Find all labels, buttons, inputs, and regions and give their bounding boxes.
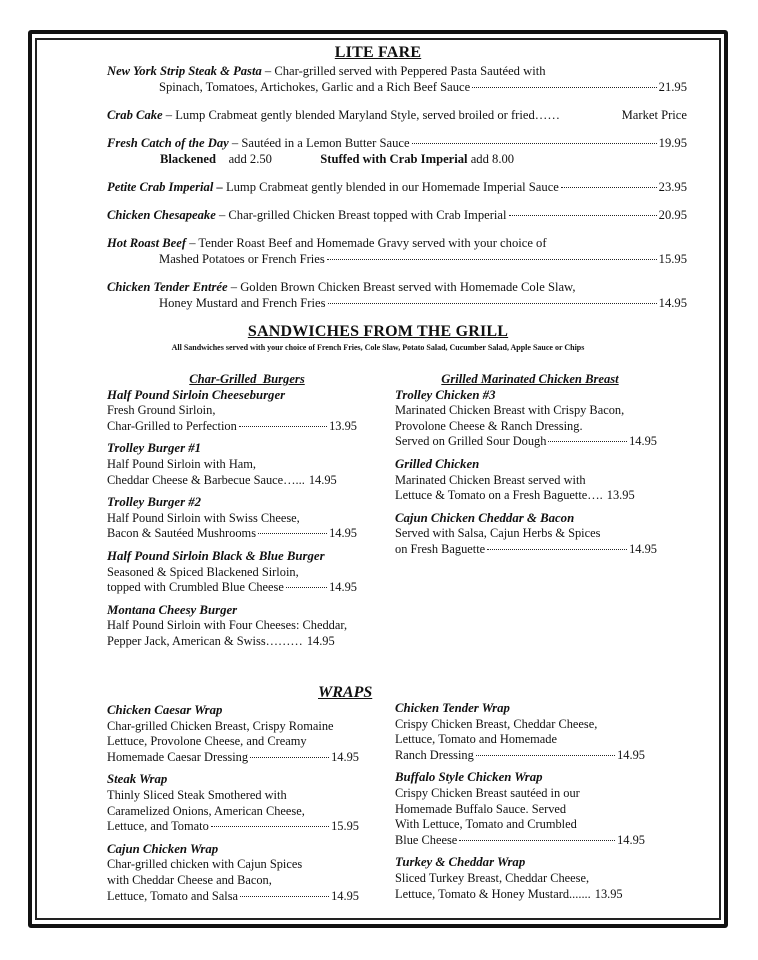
- lite-fare-item: [107, 63, 687, 95]
- item-desc-last: [107, 819, 359, 835]
- menu-item: [107, 495, 382, 542]
- wraps-right-column: [395, 701, 657, 909]
- item-desc-line: Served with Salsa, Cajun Herbs & Spices: [395, 526, 601, 541]
- item-desc-line: Cheddar Cheese & Barbecue Sauce…...: [107, 472, 305, 487]
- item-desc-line: Fresh Ground Sirloin,: [107, 403, 216, 418]
- item-price: 14.95: [329, 580, 357, 595]
- item-name: Buffalo Style Chicken Wrap: [395, 770, 543, 785]
- item-desc-line: Thinly Sliced Steak Smothered with: [107, 787, 287, 802]
- menu-item: [107, 772, 382, 834]
- item-desc-line: With Lettuce, Tomato and Crumbled: [395, 817, 577, 832]
- item-desc-line: Char-Grilled to Perfection: [107, 418, 237, 433]
- lite-fare-item: [107, 279, 687, 311]
- item-desc-last: [395, 833, 645, 849]
- item-desc-line: Lettuce, Tomato and Salsa: [107, 888, 239, 903]
- item-name: Trolley Chicken #3: [395, 387, 496, 402]
- menu-item: [107, 842, 382, 904]
- item-desc: – Char-grilled served with Peppered Pasta Sautéed with: [261, 64, 546, 78]
- item-desc-line: Half Pound Sirloin with Ham,: [107, 456, 257, 471]
- item-desc-line: Half Pound Sirloin with Four Cheeses: Cheddar,: [107, 618, 348, 633]
- sandwiches-title: SANDWICHES FROM THE GRILL: [247, 323, 509, 340]
- item-price: 13.95: [594, 886, 623, 901]
- item-desc-line: Lettuce, and Tomato: [107, 819, 209, 834]
- item-desc: – Sautéed in a Lemon Butter Sauce: [228, 136, 410, 150]
- item-desc-last: [107, 580, 357, 596]
- item-desc-line: Crispy Chicken Breast, Cheddar Cheese,: [395, 716, 598, 731]
- sandwiches-note: All Sandwiches served with your choice of French Fries, Cole Slaw, Potato Salad, Cucumber Salad, Apple Sauce or Chips: [171, 343, 585, 352]
- item-price: 13.95: [329, 418, 357, 433]
- item-desc-line: Sliced Turkey Breast, Cheddar Cheese,: [395, 870, 590, 885]
- lite-fare-item: [107, 179, 687, 195]
- burgers-column: [107, 372, 382, 657]
- item-price: Market Price: [621, 108, 687, 122]
- item-desc-line: Lettuce, Tomato and Homemade: [395, 732, 557, 747]
- item-desc-last: [107, 473, 382, 489]
- item-name: Chicken Tender Entrée: [107, 280, 228, 294]
- item-desc: Lump Crabmeat gently blended in our Homemade Imperial Sauce: [222, 180, 559, 194]
- item-price: 14.95: [306, 633, 335, 648]
- item-desc-last: [107, 419, 357, 435]
- item-desc-line: Crispy Chicken Breast sautéed in our: [395, 785, 580, 800]
- item-name: Chicken Chesapeake: [107, 208, 216, 222]
- lite-fare-list: [40, 63, 687, 311]
- item-desc-line: Bacon & Sautéed Mushrooms: [107, 526, 257, 541]
- wraps-left-column: [107, 703, 382, 911]
- menu-item: [107, 603, 382, 650]
- item-desc-line: with Cheddar Cheese and Bacon,: [107, 872, 272, 887]
- item-name: Grilled Chicken: [395, 456, 480, 471]
- item-name: Cajun Chicken Wrap: [107, 841, 219, 856]
- item-price: 14.95: [658, 296, 687, 310]
- item-price: 13.95: [606, 488, 635, 503]
- wraps-title: WRAPS: [318, 684, 373, 701]
- item-name: Half Pound Sirloin Cheeseburger: [107, 387, 286, 402]
- item-desc-line: Ranch Dressing: [395, 747, 474, 762]
- item-name: New York Strip Steak & Pasta: [107, 64, 262, 78]
- item-desc-line: Pepper Jack, American & Swiss………: [107, 633, 303, 648]
- lite-fare-item: [107, 107, 687, 123]
- item-price: 14.95: [329, 526, 357, 541]
- menu-item: [395, 511, 657, 558]
- item-name: Montana Cheesy Burger: [107, 602, 238, 617]
- item-price: 19.95: [658, 136, 687, 150]
- item-desc-last: [107, 526, 357, 542]
- item-desc-last: [107, 889, 359, 905]
- item-price: 14.95: [308, 472, 337, 487]
- burgers-heading: Char-Grilled Burgers: [189, 372, 305, 386]
- item-price: 14.95: [331, 749, 359, 764]
- item-desc-last: [107, 634, 382, 650]
- item-desc: – Lump Crabmeat gently blended Maryland Style, served broiled or fried……: [162, 108, 560, 122]
- item-price: 14.95: [617, 747, 645, 762]
- lite-fare-title: LITE FARE: [334, 44, 422, 61]
- item-desc-last: [395, 434, 657, 450]
- menu-page: [40, 44, 716, 352]
- item-name: Cajun Chicken Cheddar & Bacon: [395, 510, 575, 525]
- item-price: 15.95: [331, 819, 359, 834]
- item-desc-line: Blue Cheese: [395, 832, 458, 847]
- item-desc-line: Lettuce, Tomato & Honey Mustard.......: [395, 886, 591, 901]
- menu-item: [395, 701, 657, 763]
- item-name: Trolley Burger #1: [107, 441, 202, 456]
- chicken-heading: Grilled Marinated Chicken Breast: [441, 372, 619, 386]
- item-price: 14.95: [331, 888, 359, 903]
- item-desc-line: Homemade Caesar Dressing: [107, 749, 249, 764]
- option-blackened-price: add 2.50: [228, 152, 272, 166]
- menu-item: [395, 770, 657, 848]
- item-desc-cont: Mashed Potatoes or French Fries: [159, 252, 325, 266]
- item-desc-line: on Fresh Baguette: [395, 541, 486, 556]
- item-desc: – Golden Brown Chicken Breast served with Homemade Cole Slaw,: [227, 280, 576, 294]
- lite-fare-item: [107, 235, 687, 267]
- menu-item: [395, 388, 657, 450]
- lite-fare-item: [107, 207, 687, 223]
- option-stuffed-price: add 8.00: [470, 152, 515, 166]
- item-name: Hot Roast Beef: [107, 236, 187, 250]
- item-desc-line: Marinated Chicken Breast served with: [395, 472, 586, 487]
- item-name: Chicken Caesar Wrap: [107, 703, 223, 717]
- option-stuffed-label: Stuffed with Crab Imperial: [320, 152, 468, 166]
- item-desc: – Char-grilled Chicken Breast topped with Crab Imperial: [215, 208, 507, 222]
- item-desc-line: Served on Grilled Sour Dough: [395, 434, 547, 449]
- lite-fare-item: [107, 135, 687, 167]
- item-desc-line: Char-grilled chicken with Cajun Spices: [107, 857, 303, 872]
- item-price: 20.95: [658, 208, 687, 222]
- item-desc-line: Lettuce & Tomato on a Fresh Baguette….: [395, 488, 603, 503]
- item-desc-line: Provolone Cheese & Ranch Dressing.: [395, 418, 583, 433]
- item-desc-line: Caramelized Onions, American Cheese,: [107, 803, 305, 818]
- item-desc-line: topped with Crumbled Blue Cheese: [107, 580, 284, 595]
- item-name: Trolley Burger #2: [107, 495, 202, 510]
- item-price: 21.95: [658, 80, 687, 94]
- option-blackened-label: Blackened: [160, 152, 216, 166]
- item-desc-last: [107, 750, 359, 766]
- item-price: 23.95: [658, 180, 687, 194]
- item-desc-line: Char-grilled Chicken Breast, Crispy Romaine: [107, 718, 334, 733]
- item-price: 14.95: [629, 434, 657, 449]
- item-price: 14.95: [629, 541, 657, 556]
- item-desc-last: [395, 542, 657, 558]
- item-name: Half Pound Sirloin Black & Blue Burger: [107, 548, 325, 563]
- menu-item: [107, 703, 382, 765]
- item-price: 14.95: [617, 832, 645, 847]
- item-name: Turkey & Cheddar Wrap: [395, 855, 526, 870]
- item-name: Fresh Catch of the Day: [107, 136, 229, 150]
- item-name: Chicken Tender Wrap: [395, 701, 510, 715]
- item-desc-line: Homemade Buffalo Sauce. Served: [395, 801, 567, 816]
- chicken-column: [395, 372, 657, 565]
- item-name: Steak Wrap: [107, 772, 168, 787]
- item-desc-line: Seasoned & Spiced Blackened Sirloin,: [107, 564, 299, 579]
- item-desc-last: [395, 748, 645, 764]
- menu-item: [395, 457, 657, 504]
- item-desc-cont: Honey Mustard and French Fries: [159, 296, 326, 310]
- menu-item: [395, 855, 657, 902]
- menu-item: [107, 549, 382, 596]
- menu-item: [107, 388, 382, 435]
- item-price: 15.95: [658, 252, 687, 266]
- item-name: Crab Cake: [107, 108, 163, 122]
- item-desc-line: Half Pound Sirloin with Swiss Cheese,: [107, 510, 300, 525]
- item-desc-line: Lettuce, Provolone Cheese, and Creamy: [107, 734, 307, 749]
- item-desc-last: [395, 887, 657, 903]
- item-desc: – Tender Roast Beef and Homemade Gravy served with your choice of: [186, 236, 547, 250]
- item-desc-cont: Spinach, Tomatoes, Artichokes, Garlic and a Rich Beef Sauce: [159, 80, 471, 94]
- item-name: Petite Crab Imperial –: [107, 180, 223, 194]
- item-desc-line: Marinated Chicken Breast with Crispy Bacon,: [395, 403, 625, 418]
- item-desc-last: [395, 488, 657, 504]
- menu-item: [107, 441, 382, 488]
